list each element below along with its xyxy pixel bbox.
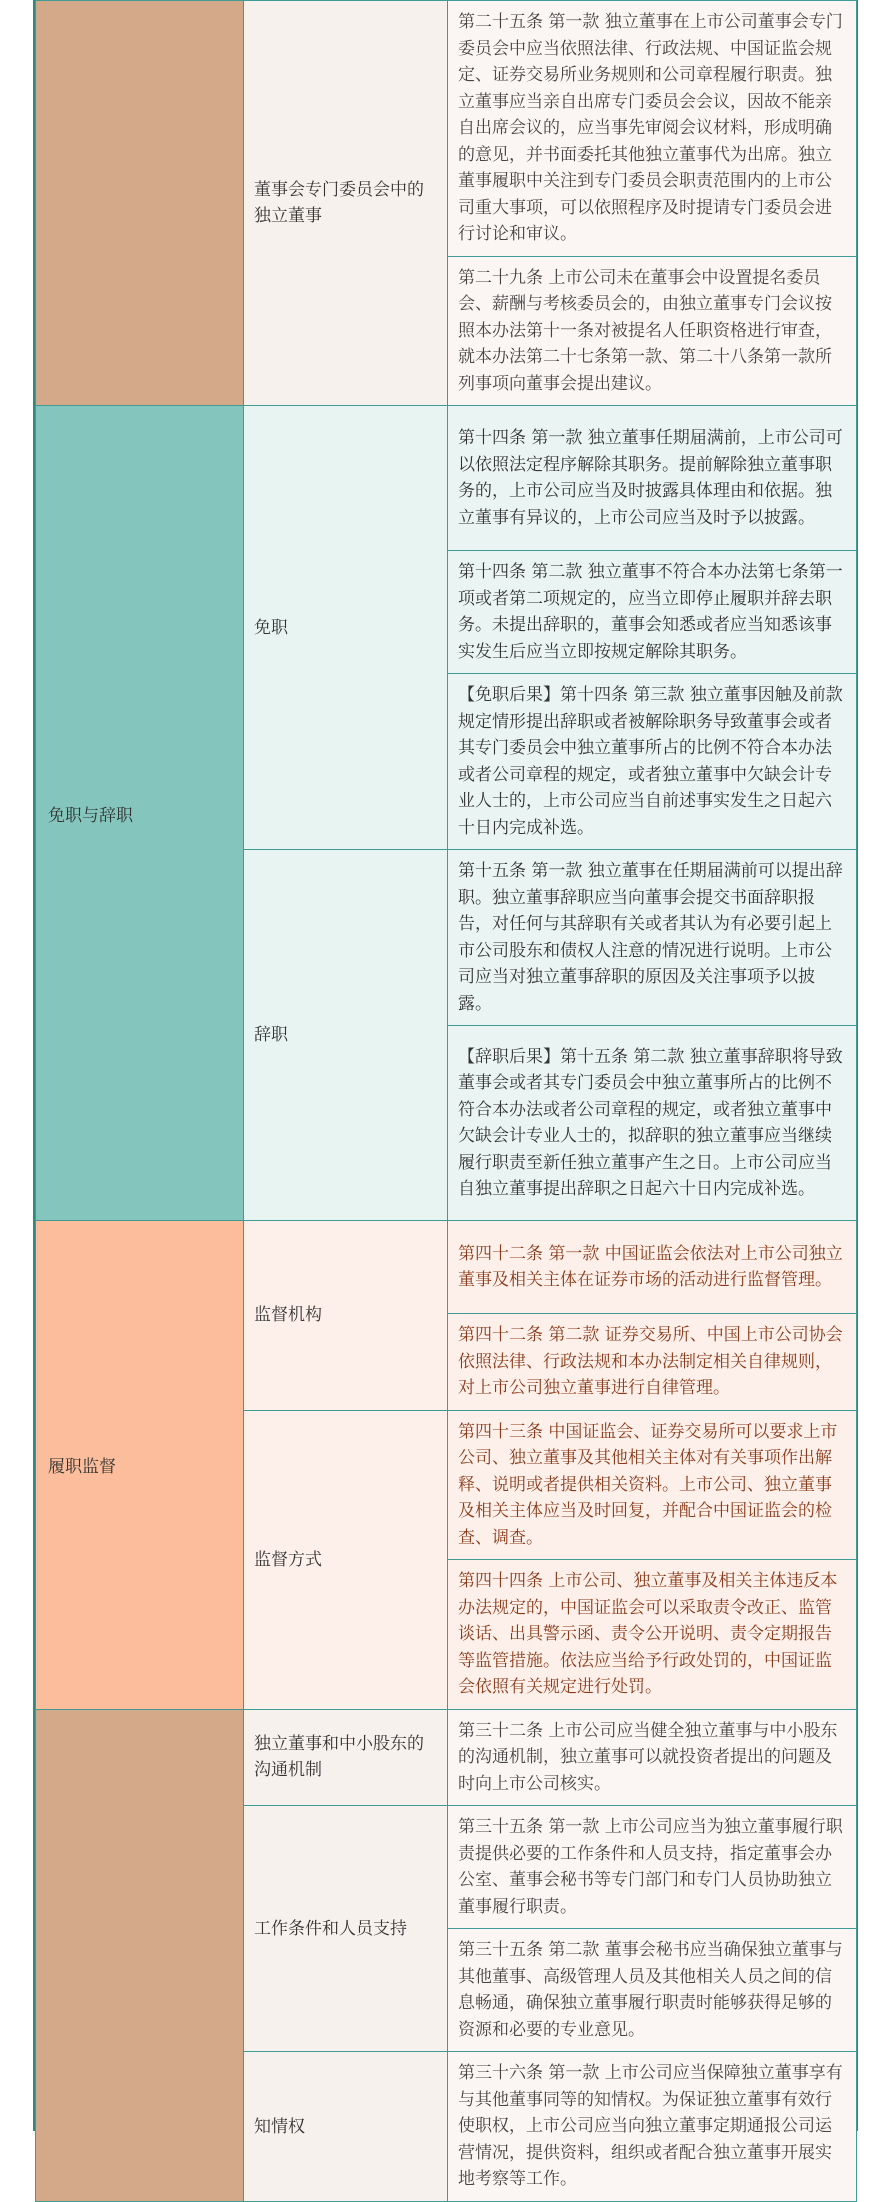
subcategory-cell bbox=[244, 1221, 448, 1411]
clause-text: 第三十五条 第一款 上市公司应当为独立董事履行职责提供必要的工作条件和人员支持，指定董事会办公室、董事会秘书等专门部门和专门人员协助独立董事履行职责。 bbox=[458, 1817, 843, 1917]
subcategory-label: 监督机构 bbox=[254, 1305, 322, 1326]
category-cell bbox=[36, 1, 244, 406]
clause-text: 【辞职后果】第十五条 第二款 独立董事辞职将导致董事会或者其专门委员会中独立董事所占的比例不符合本办法或者公司章程的规定，或者独立董事中欠缺会计专业人士的，拟辞职的独立董事应当继续履行职责至新任独立董事产生之日。上市公司应当自独立董事提出辞职之日起六十日内完成补选。 bbox=[458, 1046, 843, 1199]
subcategory-cell bbox=[244, 2052, 448, 2202]
clause-cell bbox=[448, 1709, 857, 1806]
subcategory-cell bbox=[244, 1709, 448, 1806]
category-label: 免职与辞职 bbox=[48, 805, 133, 826]
clause-cell bbox=[448, 850, 857, 1026]
subcategory-label: 独立董事和中小股东的沟通机制 bbox=[254, 1734, 424, 1781]
clause-text: 第四十二条 第一款 中国证监会依法对上市公司独立董事及相关主体在证券市场的活动进行监督管理。 bbox=[458, 1243, 843, 1290]
clause-cell bbox=[448, 1, 857, 257]
clause-text: 第三十五条 第二款 董事会秘书应当确保独立董事与其他董事、高级管理人员及其他相关人员之间的信息畅通，确保独立董事履行职责时能够获得足够的资源和必要的专业意见。 bbox=[458, 1940, 843, 2040]
clause-cell bbox=[448, 1410, 857, 1560]
clause-text: 第三十六条 第一款 上市公司应当保障独立董事享有与其他董事同等的知情权。为保证独立董事有效行使职权，上市公司应当向独立董事定期通报公司运营情况，提供资料，组织或者配合独立董事开展实地考察等工作。 bbox=[458, 2063, 843, 2190]
subcategory-cell bbox=[244, 1806, 448, 2052]
regulation-table bbox=[33, 0, 858, 2190]
subcategory-cell bbox=[244, 850, 448, 1221]
clause-text: 【免职后果】第十四条 第三款 独立董事因触及前款规定情形提出辞职或者被解除职务导致董事会或者其专门委员会中独立董事所占的比例不符合本办法或者公司章程的规定，或者独立董事中欠缺会计专业人士的，上市公司应当自前述事实发生之日起六十日内完成补选。 bbox=[458, 685, 843, 838]
clause-cell bbox=[448, 674, 857, 850]
clause-text: 第三十二条 上市公司应当健全独立董事与中小股东的沟通机制，独立董事可以就投资者提出的问题及时向上市公司核实。 bbox=[458, 1720, 838, 1794]
category-cell bbox=[36, 1221, 244, 1710]
clause-text: 第十四条 第一款 独立董事任期届满前，上市公司可以依照法定程序解除其职务。提前解除独立董事职务的，上市公司应当及时披露具体理由和依据。独立董事有异议的，上市公司应当及时予以披露。 bbox=[458, 428, 843, 528]
subcategory-cell bbox=[244, 1410, 448, 1709]
subcategory-label: 董事会专门委员会中的独立董事 bbox=[254, 180, 424, 226]
clause-text: 第四十四条 上市公司、独立董事及相关主体违反本办法规定的，中国证监会可以采取责令改正、监管谈话、出具警示函、责令公开说明、责令定期报告等监管措施。依法应当给予行政处罚的，中国证监会依照有关规定进行处罚。 bbox=[458, 1571, 838, 1697]
subcategory-cell bbox=[244, 406, 448, 850]
clause-cell bbox=[448, 551, 857, 674]
subcategory-label: 辞职 bbox=[254, 1025, 288, 1045]
clause-cell bbox=[448, 256, 857, 406]
clause-text: 第二十九条 上市公司未在董事会中设置提名委员会、薪酬与考核委员会的，由独立董事专门会议按照本办法第十一条对被提名人任职资格进行审查，就本办法第二十七条第一款、第二十八条第一款所列事项向董事会提出建议。 bbox=[458, 267, 832, 394]
subcategory-label: 工作条件和人员支持 bbox=[254, 1918, 407, 1939]
clause-cell bbox=[448, 1314, 857, 1411]
clause-cell bbox=[448, 1026, 857, 1221]
clause-text: 第十五条 第一款 独立董事在任期届满前可以提出辞职。独立董事辞职应当向董事会提交书面辞职报告，对任何与其辞职有关或者其认为有必要引起上市公司股东和债权人注意的情况进行说明。上市公司应当对独立董事辞职的原因及关注事项予以披露。 bbox=[458, 861, 843, 1014]
clause-text: 第四十二条 第二款 证券交易所、中国上市公司协会依照法律、行政法规和本办法制定相关自律规则，对上市公司独立董事进行自律管理。 bbox=[458, 1325, 843, 1398]
clause-text: 第十四条 第二款 独立董事不符合本办法第七条第一项或者第二项规定的，应当立即停止履职并辞去职务。未提出辞职的，董事会知悉或者应当知悉该事实发生后应当立即按规定解除其职务。 bbox=[458, 562, 843, 662]
category-label: 履职监督 bbox=[48, 1457, 116, 1478]
clause-cell bbox=[448, 2052, 857, 2202]
clause-text: 第四十三条 中国证监会、证券交易所可以要求上市公司、独立董事及其他相关主体对有关事项作出解释、说明或者提供相关资料。上市公司、独立董事及相关主体应当及时回复，并配合中国证监会的检查、调查。 bbox=[458, 1421, 838, 1548]
subcategory-label: 免职 bbox=[254, 617, 288, 638]
subcategory-cell bbox=[244, 1, 448, 406]
clause-cell bbox=[448, 1806, 857, 1929]
category-cell bbox=[36, 406, 244, 1221]
clause-cell bbox=[448, 406, 857, 551]
clause-text: 第二十五条 第一款 独立董事在上市公司董事会专门委员会中应当依照法律、行政法规、中国证监会规定、证券交易所业务规则和公司章程履行职责。独立董事应当亲自出席专门委员会会议，因故不能亲自出席会议的，应当事先审阅会议材料，形成明确的意见，并书面委托其他独立董事代为出席。独立董事履职中关注到专门委员会职责范围内的上市公司重大事项，可以依照程序及时提请专门委员会进行讨论和审议。 bbox=[458, 12, 843, 244]
clause-cell bbox=[448, 1221, 857, 1314]
subcategory-label: 知情权 bbox=[254, 2116, 305, 2137]
subcategory-label: 监督方式 bbox=[254, 1549, 322, 1570]
clause-cell bbox=[448, 1560, 857, 1710]
category-cell bbox=[36, 1709, 244, 2202]
clause-cell bbox=[448, 1929, 857, 2052]
